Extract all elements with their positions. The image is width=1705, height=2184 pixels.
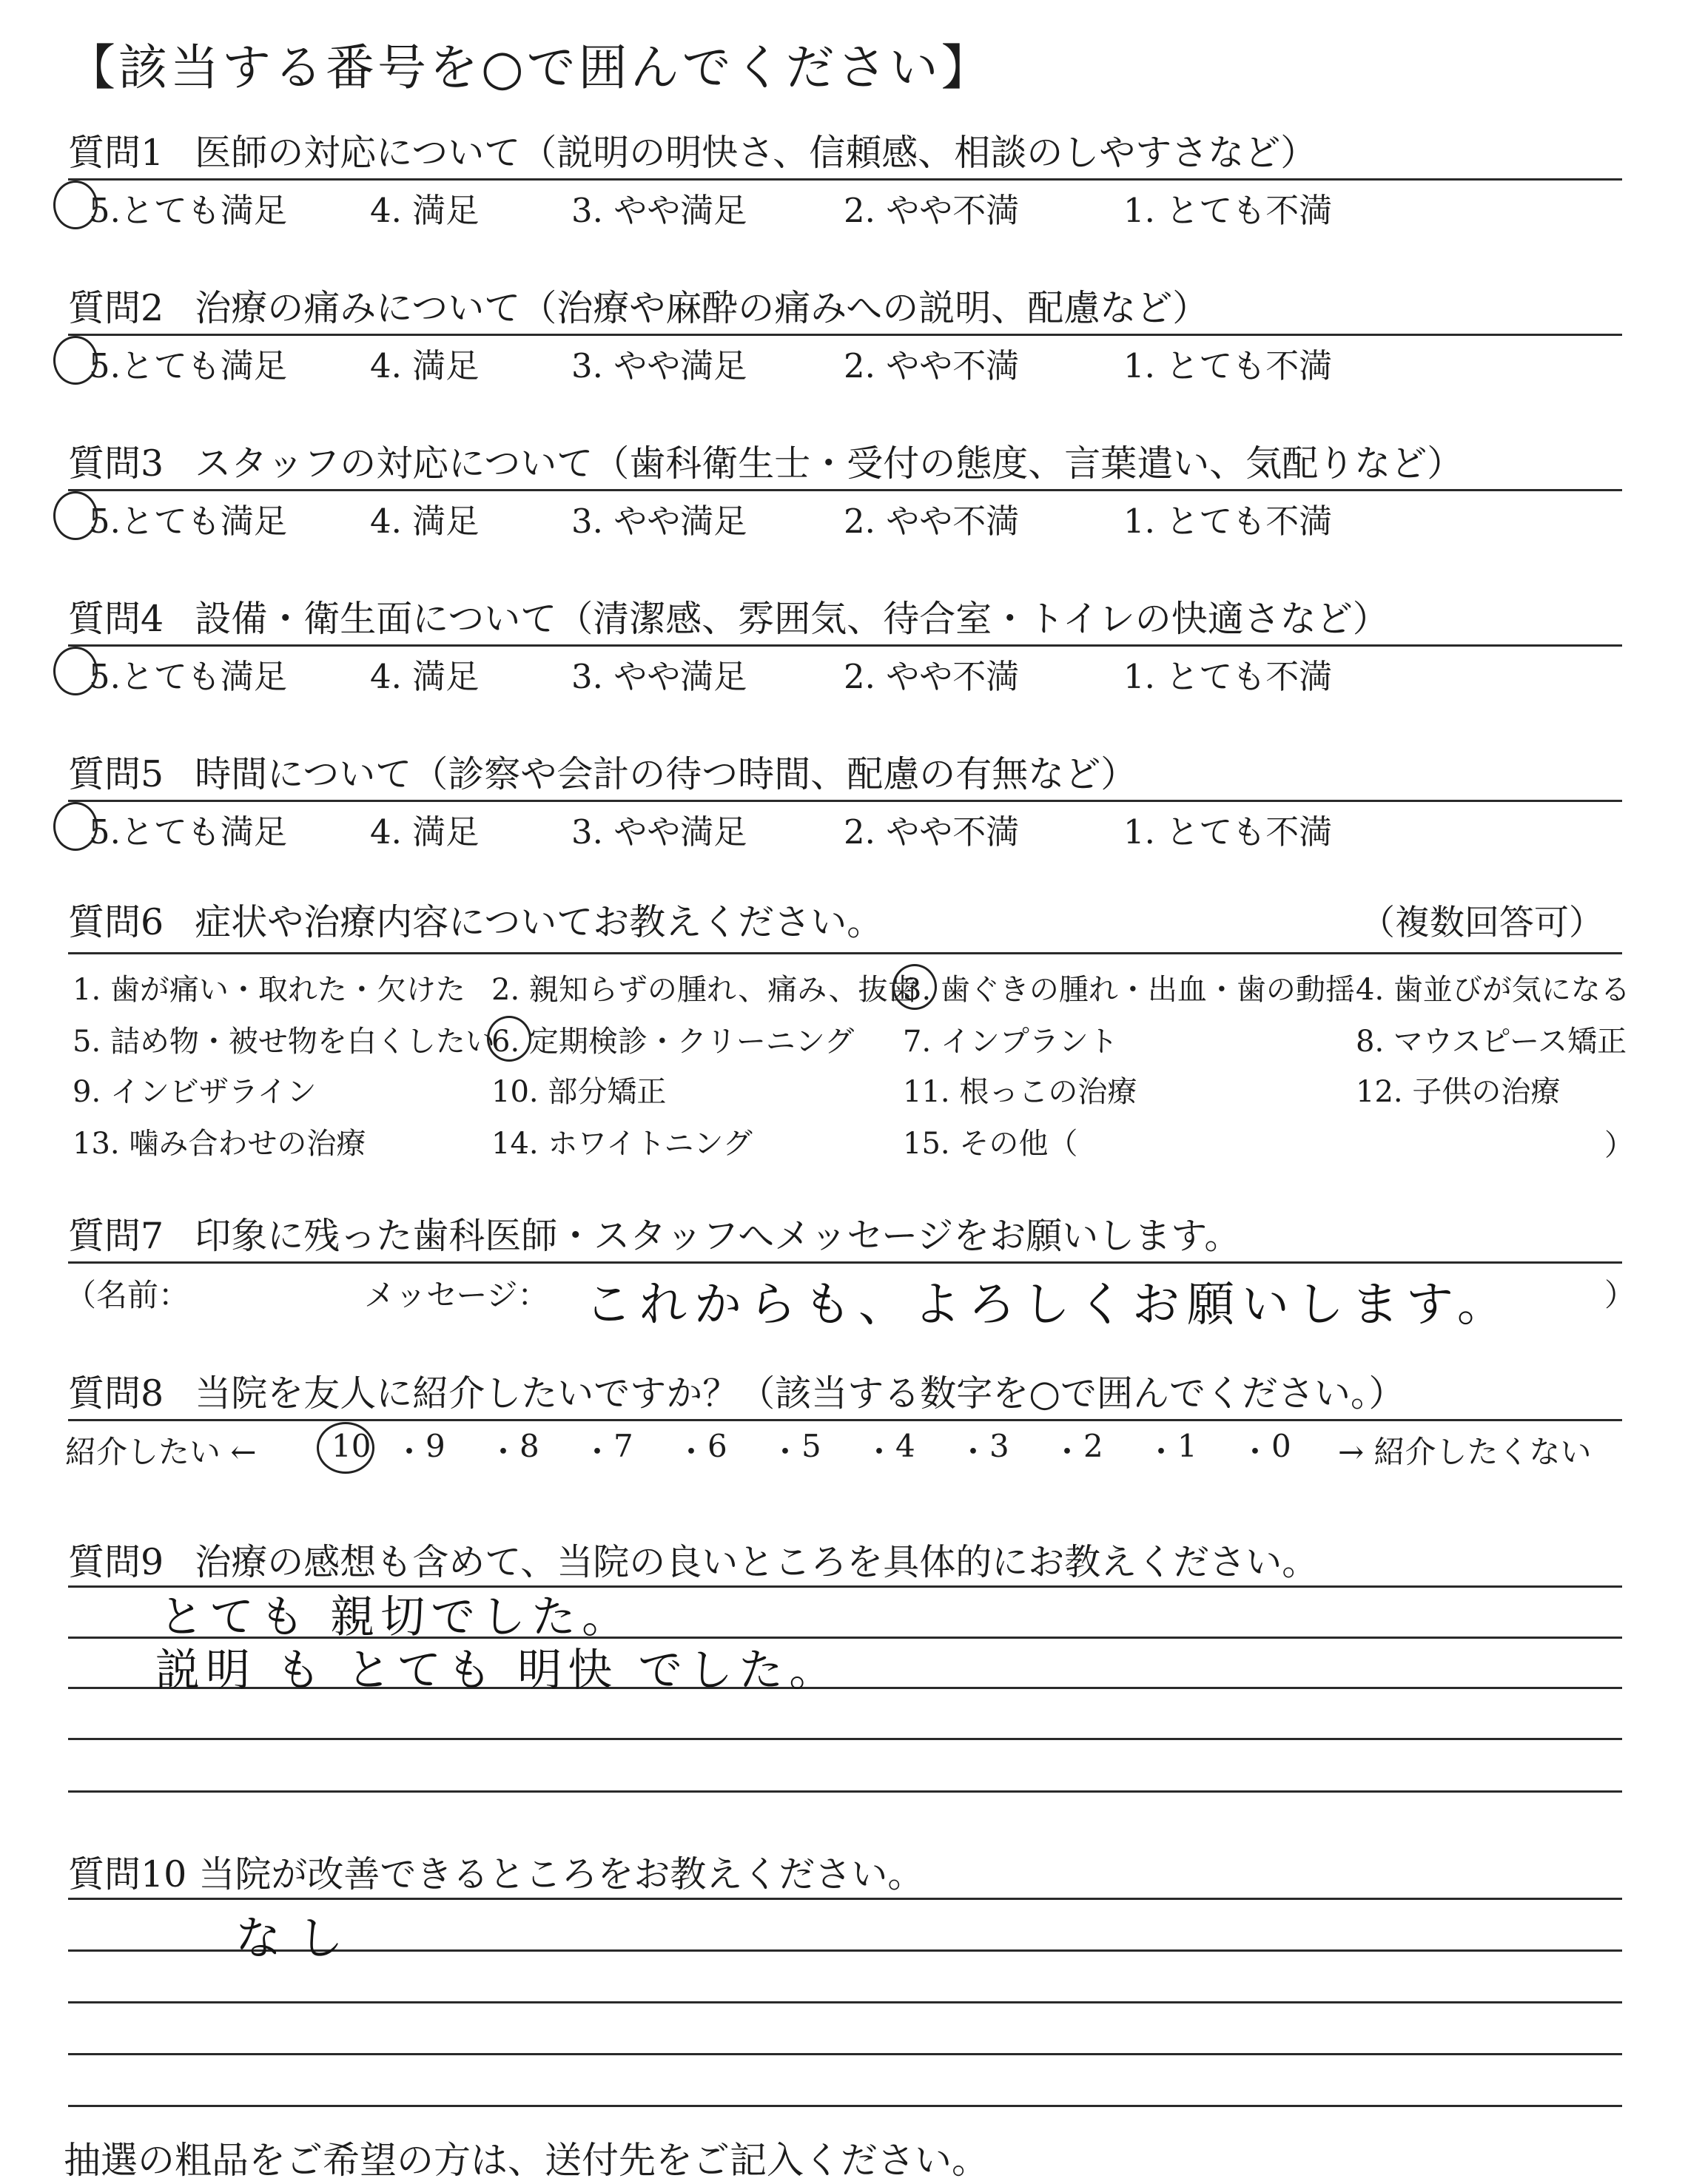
name-label: （名前： [65,1277,190,1313]
recommend-score-2: 2 [1083,1428,1103,1464]
question-6-heading [68,894,883,946]
q6-option-2: 2. 親知らずの腫れ、痛み、抜歯 [491,973,918,1007]
q6-option-5: 5. 詰め物・被せ物を白くしたい [73,1025,495,1059]
q1-option-4: 4. 満足 [370,191,480,230]
footer-partial-text: 抽選の粗品をご希望の方は、送付先をご記入ください。 [64,2139,989,2182]
scale-separator-dot: ・ [582,1434,613,1470]
question-6-text: 症状や治療内容についてお教えください。 [195,901,884,943]
q5-option-1: 1. とても不満 [1123,812,1333,852]
q10-line-3 [68,2001,1622,2003]
q6-option-10: 10. 部分矯正 [491,1075,667,1109]
q6-option-12: 12. 子供の治療 [1356,1075,1561,1109]
recommend-right-label: → 紹介したくない [1338,1434,1592,1470]
q2-option-5: 5.とても満足 [89,346,287,385]
question-7-text: 印象に残った歯科医師・スタッフへメッセージをお願いします。 [195,1215,1241,1257]
q6-option-4: 4. 歯並びが気になる [1356,973,1630,1007]
multiple-answers-note: （複数回答可） [1360,903,1604,943]
q8-selected-circle [317,1422,374,1474]
question-4-text: 設備・衛生面について（清潔感、雰囲気、待合室・トイレの快適さなど） [195,598,1389,640]
q6-option-6-circle [487,1016,531,1062]
question-2-heading [68,280,1208,331]
question-1-text: 医師の対応について（説明の明快さ、信頼感、相談のしやすさなど） [195,132,1317,174]
q10-line-5 [68,2105,1622,2107]
q6-option-11: 11. 根っこの治療 [903,1075,1137,1109]
other-close-paren: ） [1604,1128,1634,1162]
question-9-heading [68,1534,1318,1585]
q6-option-13: 13. 噛み合わせの治療 [73,1127,366,1161]
q10-handwritten-line-1: なし [235,1911,360,1965]
question-10-heading [68,1846,924,1898]
question-6-number: 質問6 [68,901,164,943]
question-1-heading [68,124,1316,176]
q3-option-4: 4. 満足 [370,502,480,541]
q3-option-1: 1. とても不満 [1123,502,1333,541]
scale-separator-dot: ・ [958,1434,989,1470]
recommend-score-1: 1 [1177,1428,1197,1464]
q5-selected-circle [53,802,98,851]
question-4-rule [68,644,1622,647]
q4-option-3: 3. やや満足 [571,657,747,696]
question-1-number: 質問1 [68,132,164,174]
q9-handwritten-line-1: とても 親切でした。 [159,1591,633,1643]
recommend-score-5: 5 [801,1428,821,1464]
q1-option-5: 5.とても満足 [89,191,287,230]
question-2-number: 質問2 [68,287,164,329]
message-label: メッセージ： [364,1277,549,1313]
question-8-heading [68,1365,1405,1417]
q6-option-6: 6. 定期検診・クリーニング [491,1025,855,1059]
question-7-heading [68,1207,1240,1259]
question-3-number: 質問3 [68,442,164,485]
q5-option-5: 5.とても満足 [89,812,287,852]
q4-option-2: 2. やや不満 [844,657,1020,696]
q5-option-2: 2. やや不満 [844,812,1020,852]
q10-line-1 [68,1898,1622,1900]
question-9-number: 質問9 [68,1541,164,1583]
q2-option-1: 1. とても不満 [1123,346,1333,385]
recommend-score-7: 7 [613,1428,633,1464]
message-close-paren: ） [1604,1277,1636,1313]
question-10-number: 質問10 [68,1853,187,1895]
q6-option-3: 3. 歯ぐきの腫れ・出血・歯の動揺 [903,973,1355,1007]
scale-separator-dot: ・ [676,1434,707,1470]
scale-separator-dot: ・ [864,1434,895,1470]
q1-selected-circle [53,181,98,229]
q1-option-1: 1. とても不満 [1123,191,1333,230]
question-3-rule [68,489,1622,491]
scale-separator-dot: ・ [488,1434,519,1470]
recommend-score-9: 9 [426,1428,445,1464]
q4-option-4: 4. 満足 [370,657,480,696]
question-3-text: スタッフの対応について（歯科衛生士・受付の態度、言葉遣い、気配りなど） [195,442,1464,485]
question-3-heading [68,435,1463,487]
recommend-score-10: 10 [332,1428,371,1464]
q6-option-8: 8. マウスピース矯正 [1356,1025,1627,1059]
q4-option-1: 1. とても不満 [1123,657,1333,696]
scale-separator-dot: ・ [1240,1434,1271,1470]
question-9-text: 治療の感想も含めて、当院の良いところを具体的にお教えください。 [195,1541,1319,1583]
q2-selected-circle [53,336,98,385]
q1-option-2: 2. やや不満 [844,191,1020,230]
question-8-text: 当院を友人に紹介したいですか？（該当する数字を○で囲んでください。） [195,1372,1405,1415]
q9-line-5 [68,1790,1622,1793]
question-5-text: 時間について（診察や会計の待つ時間、配慮の有無など） [195,753,1137,795]
q6-option-3-circle [892,964,937,1010]
question-2-rule [68,334,1622,336]
q6-option-15: 15. その他（ [903,1127,1078,1161]
question-2-text: 治療の痛みについて（治療や麻酔の痛みへの説明、配慮など） [195,287,1209,329]
q3-option-2: 2. やや不満 [844,502,1020,541]
question-7-number: 質問7 [68,1215,164,1257]
q6-option-9: 9. インビザライン [73,1075,317,1109]
q3-option-3: 3. やや満足 [571,502,747,541]
q2-option-2: 2. やや不満 [844,346,1020,385]
question-7-rule [68,1261,1622,1264]
q5-option-3: 3. やや満足 [571,812,747,852]
q10-line-4 [68,2053,1622,2055]
q6-option-1: 1. 歯が痛い・取れた・欠けた [73,973,465,1007]
question-5-rule [68,800,1622,802]
recommend-score-0: 0 [1271,1428,1291,1464]
scale-separator-dot: ・ [770,1434,801,1470]
question-10-text: 当院が改善できるところをお教えください。 [198,1853,924,1895]
question-8-number: 質問8 [68,1372,164,1415]
q3-selected-circle [53,491,98,540]
q5-option-4: 4. 満足 [370,812,480,852]
q4-option-5: 5.とても満足 [89,657,287,696]
q4-selected-circle [53,647,98,695]
question-5-number: 質問5 [68,753,164,795]
q6-option-14: 14. ホワイトニング [491,1127,753,1161]
recommend-score-6: 6 [707,1428,727,1464]
q6-option-7: 7. インプラント [903,1025,1118,1059]
question-8-rule [68,1419,1622,1421]
question-5-heading [68,746,1137,798]
q7-handwritten-message: これからも、よろしくお願いします。 [585,1278,1512,1332]
scale-separator-dot: ・ [1146,1434,1177,1470]
question-6-rule [68,952,1622,954]
q1-option-3: 3. やや満足 [571,191,747,230]
q2-option-3: 3. やや満足 [571,346,747,385]
q9-handwritten-line-2: 説明 も とても 明快 でした。 [155,1645,840,1696]
question-4-number: 質問4 [68,598,164,640]
q9-line-4 [68,1738,1622,1740]
recommend-score-8: 8 [519,1428,539,1464]
q2-option-4: 4. 満足 [370,346,480,385]
recommend-score-3: 3 [989,1428,1009,1464]
recommend-score-4: 4 [895,1428,915,1464]
question-1-rule [68,178,1622,181]
recommend-left-label: 紹介したい ← [65,1434,257,1470]
question-4-heading [68,590,1389,642]
scale-separator-dot: ・ [1052,1434,1083,1470]
form-title: 【該当する番号を○で囲んでください】 [67,39,993,96]
scale-separator-dot: ・ [394,1434,426,1470]
q3-option-5: 5.とても満足 [89,502,287,541]
